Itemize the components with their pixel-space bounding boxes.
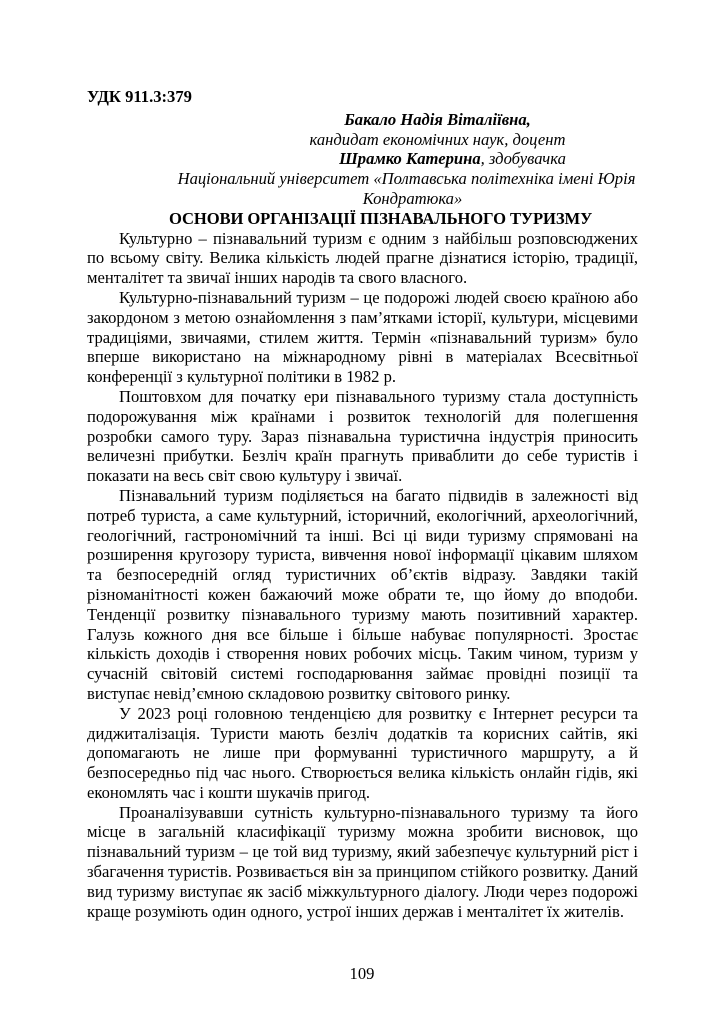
paragraph: У 2023 році головною тенденцією для розвитку є Інтернет ресурси та диджиталізація. Туристи мають безліч додатків та корисних сайтів, які допомагають не лише при формуванні туристичного маршруту, а й безпосередньо під час нього. Створюється велика кількість онлайн гідів, які економлять час і кошти шукачів пригод. xyxy=(87,703,638,802)
paragraph: Культурно – пізнавальний туризм є одним з найбільш розповсюджених по всьому світу. Велика кількість людей прагне дізнатися історію, традиції, менталітет та звичаї інших народів та свого власного. xyxy=(87,228,638,288)
paragraph: Проаналізувавши сутність культурно-пізнавального туризму та його місце в загальній класифікації туризму можна зробити висновок, що пізнавальний туризм – це той вид туризму, який забезпечує культурний ріст і збагачення туристів. Розвивається він за принципом стійкого розвитку. Даний вид туризму виступає як засіб міжкультурного діалогу. Люди через подорожі краще розуміють один одного, устрої інших держав і менталітет їх жителів. xyxy=(87,802,638,921)
author-block xyxy=(87,110,638,209)
affiliation-line2: Кондратюка» xyxy=(362,188,463,208)
article-title: ОСНОВИ ОРГАНІЗАЦІЇ ПІЗНАВАЛЬНОГО ТУРИЗМУ xyxy=(169,208,593,228)
author1-line xyxy=(87,110,638,130)
udk-code: УДК 911.3:379 xyxy=(87,87,192,106)
author2-name: Шрамко Катерина xyxy=(339,149,481,169)
paragraph: Поштовхом для початку ери пізнавального туризму стала доступність подорожування між країнами і розвиток технологій для полегшення розробки самого туру. Зараз пізнавальна туристична індустрія приносить величезні прибутки. Безліч країн прагнуть приваблити до себе туристів і показати на весь світ свою культуру і звичаї. xyxy=(87,386,638,486)
author2-title: , здобувачка xyxy=(480,149,566,169)
paragraph: Пізнавальний туризм поділяється на багато підвидів в залежності від потреб туриста, а саме культурний, історичний, екологічний, археологічний, геологічний, гастрономічний та інші. Всі ці види туризму спрямовані на розширення кругозору туриста, вивчення нової інформації цікавим шляхом та безпосередній огляд туристичних об’єктів відразу. Завдяки такій різноманітності кожен бажаючий може обрати те, що йому до вподоби. Тенденції розвитку пізнавального туризму мають позитивний характер. Галузь кожного дня все більше і більше набуває популярності. Зростає кількість доходів і створення нових робочих місць. Таким чином, туризм у сучасній світовій системі господарювання займає провідні позиції та виступає невід’ємною складовою розвитку світового ринку. xyxy=(87,485,638,703)
author1-name: Бакало Надія Віталіївна, xyxy=(344,109,531,129)
document-page xyxy=(87,87,638,921)
page-number: 109 xyxy=(349,964,375,983)
author2-line xyxy=(87,149,638,169)
paragraph: Культурно-пізнавальний туризм – це подорожі людей своєю країною або закордоном з метою ознайомлення з пам’ятками історії, культури, місцевими традиціями, звичаями, стилем життя. Термін «пізнавальний туризм» було вперше використано на міжнародному рівні в матеріалах Всесвітньої конференції з культурної політики в 1982 р. xyxy=(87,287,638,387)
affiliation-line1: Національний університет «Полтавська політехніка імені Юрія xyxy=(177,169,636,189)
author1-title: кандидат економічних наук, доцент xyxy=(309,129,566,149)
